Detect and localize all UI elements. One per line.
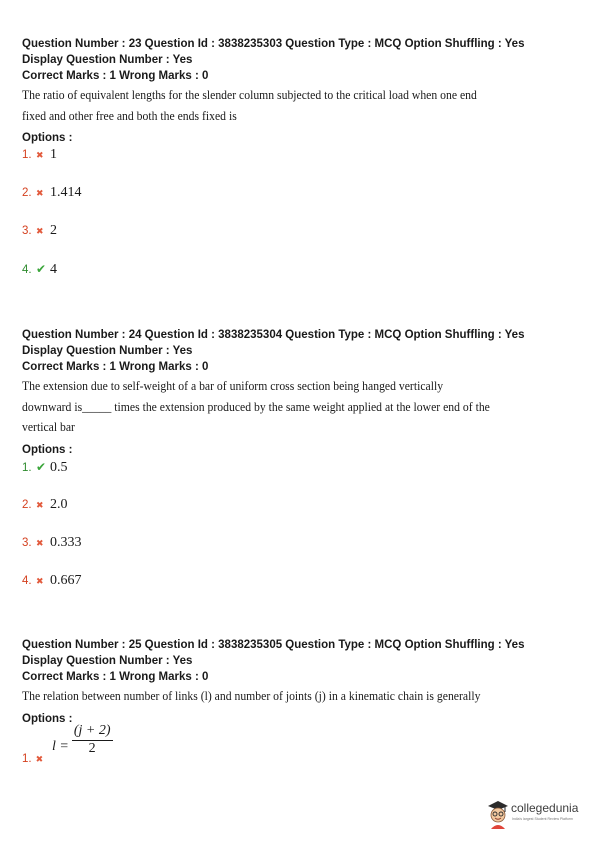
options-label: Options : [22,132,73,144]
question-23 [22,36,577,298]
option-number: 2. [22,498,32,511]
fraction-numerator: (j + 2) [72,723,113,741]
option-number: 2. [22,187,32,199]
display-question-number: Display Question Number : Yes [22,54,193,66]
student-mascot-icon [487,799,509,829]
cross-icon: ✖ [36,227,44,237]
check-icon: ✔ [36,459,47,474]
options-list [22,458,577,610]
question-meta: Question Number : 23 Question Id : 3838235303 Question Type : MCQ Option Shuffling : Yes [22,38,525,50]
option-number: 4. [22,574,32,587]
options-label: Options : [22,712,73,725]
cross-icon: ✖ [36,189,44,199]
option-number: 3. [22,536,32,549]
logo-name: collegedunia [511,801,579,815]
cross-icon: ✖ [36,500,44,511]
question-stem: The ratio of equivalent lengths for the slender column subjected to the critical load when one end fixed and other free and both the ends fixed is [22,87,477,123]
option-1 [22,458,577,496]
option-number: 3. [22,225,32,237]
question-stem: The extension due to self-weight of a bar of uniform cross section being hanged vertically downward is_____ times the extension produced by the same weight applied at the lower end of the vertical bar [22,378,490,434]
display-question-number: Display Question Number : Yes [22,345,193,357]
option-value: 2 [50,223,57,238]
cross-icon: ✖ [36,576,44,587]
options-label: Options : [22,443,73,456]
option-value: 0.333 [50,534,82,550]
question-meta: Question Number : 25 Question Id : 3838235305 Question Type : MCQ Option Shuffling : Yes [22,639,525,651]
cross-icon: ✖ [36,538,44,549]
option-2 [22,184,577,222]
option-4 [22,572,577,610]
fraction-denominator: 2 [88,740,96,756]
option-number: 4. [22,264,32,276]
option-2 [22,496,577,534]
formula-lhs: l = [52,738,69,754]
display-question-number: Display Question Number : Yes [22,655,193,667]
option-number: 1. [22,461,32,474]
marks: Correct Marks : 1 Wrong Marks : 0 [22,361,209,373]
option-value: 2.0 [50,496,68,512]
question-24 [22,327,577,610]
option-number: 1. [22,149,32,161]
option-4 [22,260,577,298]
option-value: 1 [50,147,57,162]
option-value: 0.667 [50,572,82,588]
marks: Correct Marks : 1 Wrong Marks : 0 [22,671,209,683]
logo-tagline: India's largest Student Review Platform [512,817,573,821]
option-number: 1. [22,752,32,765]
cross-icon: ✖ [35,754,44,765]
option-1 [22,146,577,184]
collegedunia-logo [487,797,587,833]
option-3 [22,222,577,260]
option-formula [52,723,113,757]
options-list [22,146,577,298]
cross-icon: ✖ [36,151,44,161]
question-stem: The relation between number of links (l) and number of joints (j) in a kinematic chain is generally [22,688,481,703]
question-25 [22,637,577,777]
option-value: 1.414 [50,185,82,200]
check-icon: ✔ [36,262,47,276]
fraction [72,723,113,757]
question-meta: Question Number : 24 Question Id : 3838235304 Question Type : MCQ Option Shuffling : Yes [22,329,525,341]
option-value: 0.5 [50,459,68,475]
option-value: 4 [50,262,57,277]
option-1 [22,722,577,777]
option-3 [22,534,577,572]
marks: Correct Marks : 1 Wrong Marks : 0 [22,70,209,82]
